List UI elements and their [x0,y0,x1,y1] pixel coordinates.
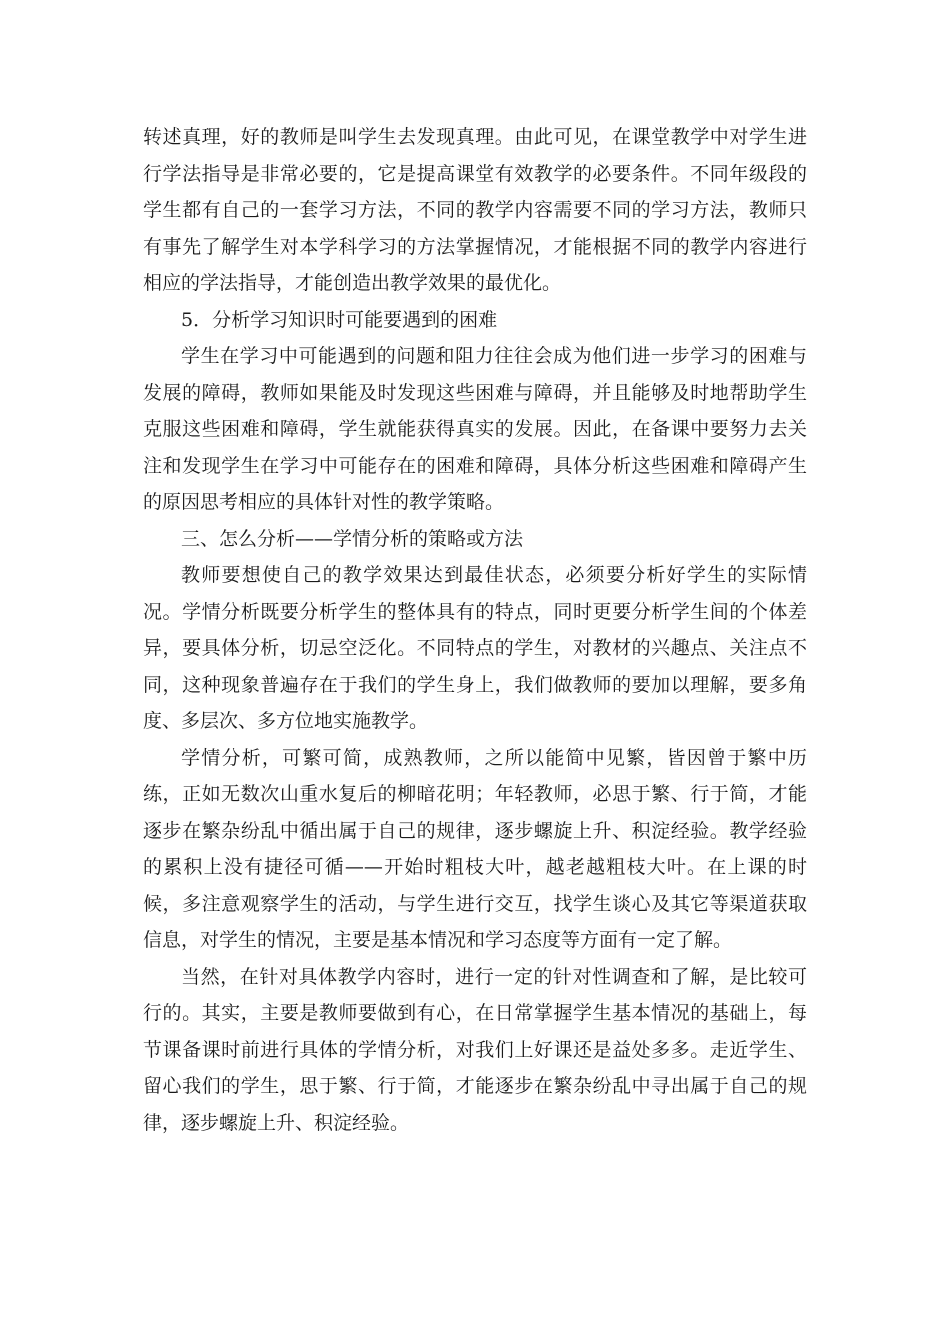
paragraph: 教师要想使自己的教学效果达到最佳状态，必须要分析好学生的实际情况。学情分析既要分析学生的整体具有的特点，同时更要分析学生间的个体差异，要具体分析，切忌空泛化。不同特点的学生，对教材的兴趣点、关注点不同，这种现象普遍存在于我们的学生身上，我们做教师的要加以理解，要多角度、多层次、多方位地实施教学。 [143,564,807,732]
paragraph: 学情分析，可繁可简，成熟教师，之所以能简中见繁，皆因曾于繁中历练，正如无数次山重水复后的柳暗花明；年轻教师，必思于繁、行于简，才能逐步在繁杂纷乱中循出属于自己的规律，逐步螺旋上升、积淀经验。教学经验的累积上没有捷径可循——开始时粗枝大叶，越老越粗枝大叶。在上课的时候，多注意观察学生的活动，与学生进行交互，找学生谈心及其它等渠道获取信息，对学生的情况，主要是基本情况和学习态度等方面有一定了解。 [143,746,807,951]
section-heading-3: 三、怎么分析——学情分析的策略或方法 [181,527,524,550]
section-heading-5: 5．分析学习知识时可能要遇到的困难 [181,308,498,331]
document-body [143,119,807,1141]
paragraph-continued: 转述真理，好的教师是叫学生去发现真理。由此可见，在课堂教学中对学生进行学法指导是非常必要的，它是提高课堂有效教学的必要条件。不同年级段的学生都有自己的一套学习方法，不同的教学内容需要不同的学习方法，教师只有事先了解学生对本学科学习的方法掌握情况，才能根据不同的教学内容进行相应的学法指导，才能创造出教学效果的最优化。 [143,126,807,294]
paragraph: 学生在学习中可能遇到的问题和阻力往往会成为他们进一步学习的困难与发展的障碍，教师如果能及时发现这些困难与障碍，并且能够及时地帮助学生克服这些困难和障碍，学生就能获得真实的发展。因此，在备课中要努力去关注和发现学生在学习中可能存在的困难和障碍，具体分析这些困难和障碍产生的原因思考相应的具体针对性的教学策略。 [143,345,807,513]
paragraph: 当然，在针对具体教学内容时，进行一定的针对性调查和了解，是比较可行的。其实，主要是教师要做到有心，在日常掌握学生基本情况的基础上，每节课备课时前进行具体的学情分析，对我们上好课还是益处多多。走近学生、留心我们的学生，思于繁、行于简，才能逐步在繁杂纷乱中寻出属于自己的规律，逐步螺旋上升、积淀经验。 [143,965,807,1134]
